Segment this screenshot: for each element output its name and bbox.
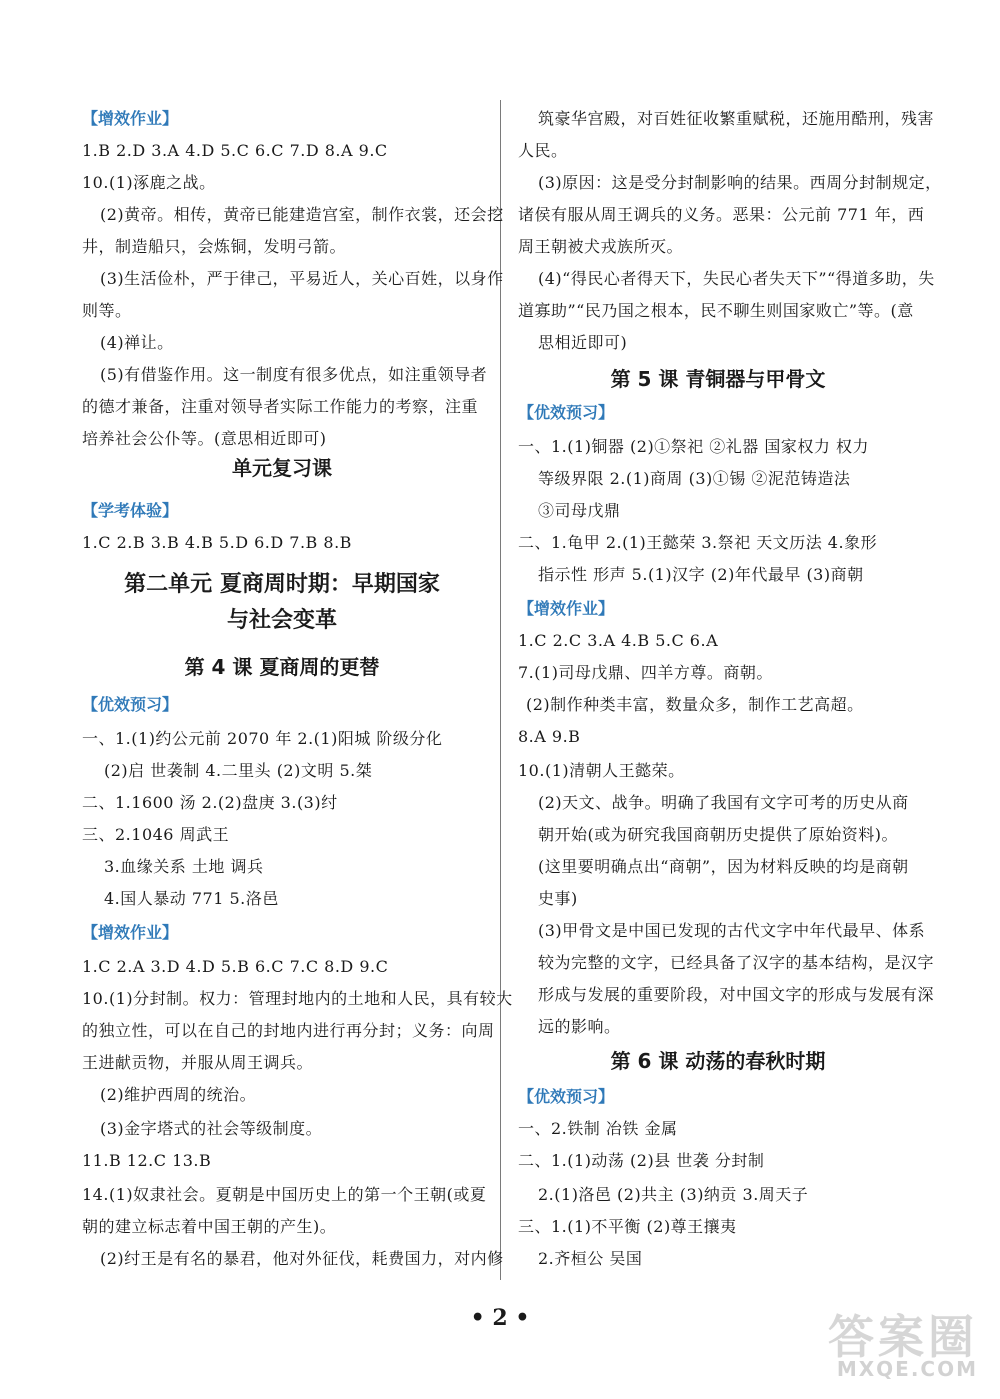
- answer-line: 一、2.铁制 冶铁 金属: [518, 1119, 678, 1138]
- answer-line: 王进献贡物，并服从周王调兵。: [82, 1053, 314, 1072]
- answer-line: (2)维护西周的统治。: [100, 1085, 257, 1104]
- answer-line: (3)原因：这是受分封制影响的结果。西周分封制规定，: [538, 173, 942, 192]
- answer-line: 指示性 形声 5.(1)汉字 (2)年代最早 (3)商朝: [538, 565, 864, 584]
- answer-line: (5)有借鉴作用。这一制度有很多优点，如注重领导者: [100, 365, 488, 384]
- answer-line: 8.A 9.B: [518, 727, 581, 746]
- answer-line: 的独立性，可以在自己的封地内进行再分封；义务：向周: [82, 1021, 495, 1040]
- answer-line: ③司母戊鼎: [538, 501, 621, 520]
- lesson-5-title: 第 5 课 青铜器与甲骨文: [610, 367, 826, 391]
- answer-line: 14.(1)奴隶社会。夏朝是中国历史上的第一个王朝(或夏: [82, 1185, 487, 1204]
- unit-title-cont: 与社会变革: [226, 608, 337, 633]
- section-tag-youxiao: 【优效预习】: [518, 403, 615, 422]
- watermark-site: MXQE.COM: [836, 1357, 978, 1381]
- answer-line: (2)启 世袭制 4.二里头 (2)文明 5.桀: [104, 761, 373, 780]
- answer-line: 二、1.龟甲 2.(1)王懿荣 3.祭祀 天文历法 4.象形: [518, 533, 878, 552]
- answer-line: 诸侯有服从周王调兵的义务。恶果：公元前 771 年，西: [518, 205, 925, 224]
- answer-line: (3)生活俭朴，严于律己，平易近人，关心百姓，以身作: [100, 269, 504, 288]
- answer-line: 则等。: [82, 301, 132, 320]
- answer-line: 人民。: [518, 141, 568, 160]
- answer-line: (2)黄帝。相传，黄帝已能建造宫室，制作衣裳，还会挖: [100, 205, 504, 224]
- answer-line: 10.(1)涿鹿之战。: [82, 173, 216, 192]
- answer-line: (3)金字塔式的社会等级制度。: [100, 1119, 323, 1138]
- unit-review-title: 单元复习课: [232, 456, 332, 480]
- answer-line: 朝开始(或为研究我国商朝历史提供了原始资料)。: [538, 825, 898, 844]
- answer-line: (2)制作种类丰富，数量众多，制作工艺高超。: [526, 695, 864, 714]
- answer-line: 周王朝被犬戎族所灭。: [518, 237, 684, 256]
- section-tag-xuekao: 【学考体验】: [82, 501, 179, 520]
- answer-line: (2)纣王是有名的暴君，他对外征伐，耗费国力，对内修: [100, 1249, 504, 1268]
- answer-line: 史事): [538, 889, 578, 908]
- answer-line: 3.血缘关系 土地 调兵: [104, 857, 264, 876]
- answer-line: 7.(1)司母戊鼎、四羊方尊。商朝。: [518, 663, 773, 682]
- lesson-6-title: 第 6 课 动荡的春秋时期: [610, 1049, 826, 1073]
- answer-line: 形成与发展的重要阶段，对中国文字的形成与发展有深: [538, 985, 935, 1004]
- answer-line: 思相近即可): [538, 333, 628, 352]
- answer-line: 10.(1)清朝人王懿荣。: [518, 761, 685, 780]
- answer-line: 较为完整的文字，已经具备了汉字的基本结构，是汉字: [538, 953, 935, 972]
- section-tag-youxiao: 【优效预习】: [518, 1087, 615, 1106]
- unit-title: 第二单元 夏商周时期：早期国家: [124, 572, 440, 597]
- answer-line: 远的影响。: [538, 1017, 621, 1036]
- answer-line: (2)天文、战争。明确了我国有文字可考的历史从商: [538, 793, 909, 812]
- answer-line: 的德才兼备，注重对领导者实际工作能力的考察，注重: [82, 397, 479, 416]
- section-tag-youxiao: 【优效预习】: [82, 695, 179, 714]
- answer-line: (4)禅让。: [100, 333, 174, 352]
- answer-line: 筑豪华宫殿，对百姓征收繁重赋税，还施用酷刑，残害: [538, 109, 935, 128]
- answer-line: 11.B 12.C 13.B: [82, 1151, 212, 1170]
- answer-line: 1.C 2.B 3.B 4.B 5.D 6.D 7.B 8.B: [82, 533, 352, 552]
- answer-line: (4)“得民心者得天下，失民心者失天下”“得道多助，失: [538, 269, 935, 288]
- watermark-main: 答案圈: [828, 1310, 978, 1364]
- answer-line: 等级界限 2.(1)商周 (3)①锡 ②泥范铸造法: [538, 469, 851, 488]
- answer-line: 二、1.1600 汤 2.(2)盘庚 3.(3)纣: [82, 793, 338, 812]
- answer-line: 1.B 2.D 3.A 4.D 5.C 6.C 7.D 8.A 9.C: [82, 141, 388, 160]
- section-tag-zengxiao: 【增效作业】: [82, 109, 179, 128]
- answer-line: 4.国人暴动 771 5.洛邑: [104, 889, 279, 908]
- answer-line: 一、1.(1)约公元前 2070 年 2.(1)阳城 阶级分化: [82, 729, 443, 748]
- answer-line: 1.C 2.C 3.A 4.B 5.C 6.A: [518, 631, 719, 650]
- section-tag-zengxiao: 【增效作业】: [82, 923, 179, 942]
- page-number-value: 2: [492, 1305, 508, 1331]
- section-tag-zengxiao: 【增效作业】: [518, 599, 615, 618]
- answer-line: 2.齐桓公 吴国: [538, 1249, 643, 1268]
- answer-line: 道寡助”“民乃国之根本，民不聊生则国家败亡”等。(意: [518, 301, 914, 320]
- answer-line: 10.(1)分封制。权力：管理封地内的土地和人民，具有较大: [82, 989, 513, 1008]
- answer-line: 2.(1)洛邑 (2)共主 (3)纳贡 3.周天子: [538, 1185, 809, 1204]
- page-number: • 2 •: [470, 1305, 530, 1331]
- answer-line: 井，制造船只，会炼铜，发明弓箭。: [82, 237, 347, 256]
- watermark-logo: [808, 1301, 988, 1391]
- answer-line: 二、1.(1)动荡 (2)县 世袭 分封制: [518, 1151, 765, 1170]
- answer-line: (3)甲骨文是中国已发现的古代文字中年代最早、体系: [538, 921, 926, 940]
- lesson-4-title: 第 4 课 夏商周的更替: [184, 655, 380, 679]
- answer-line: 一、1.(1)铜器 (2)①祭祀 ②礼器 国家权力 权力: [518, 437, 869, 456]
- answer-line: 三、1.(1)不平衡 (2)尊王攘夷: [518, 1217, 737, 1236]
- answer-line: 培养社会公仆等。(意思相近即可): [82, 429, 327, 448]
- answer-line: 朝的建立标志着中国王朝的产生)。: [82, 1217, 337, 1236]
- answer-line: 1.C 2.A 3.D 4.D 5.B 6.C 7.C 8.D 9.C: [82, 957, 389, 976]
- answer-line: 三、2.1046 周武王: [82, 825, 230, 844]
- answer-line: (这里要明确点出“商朝”，因为材料反映的均是商朝: [538, 857, 909, 876]
